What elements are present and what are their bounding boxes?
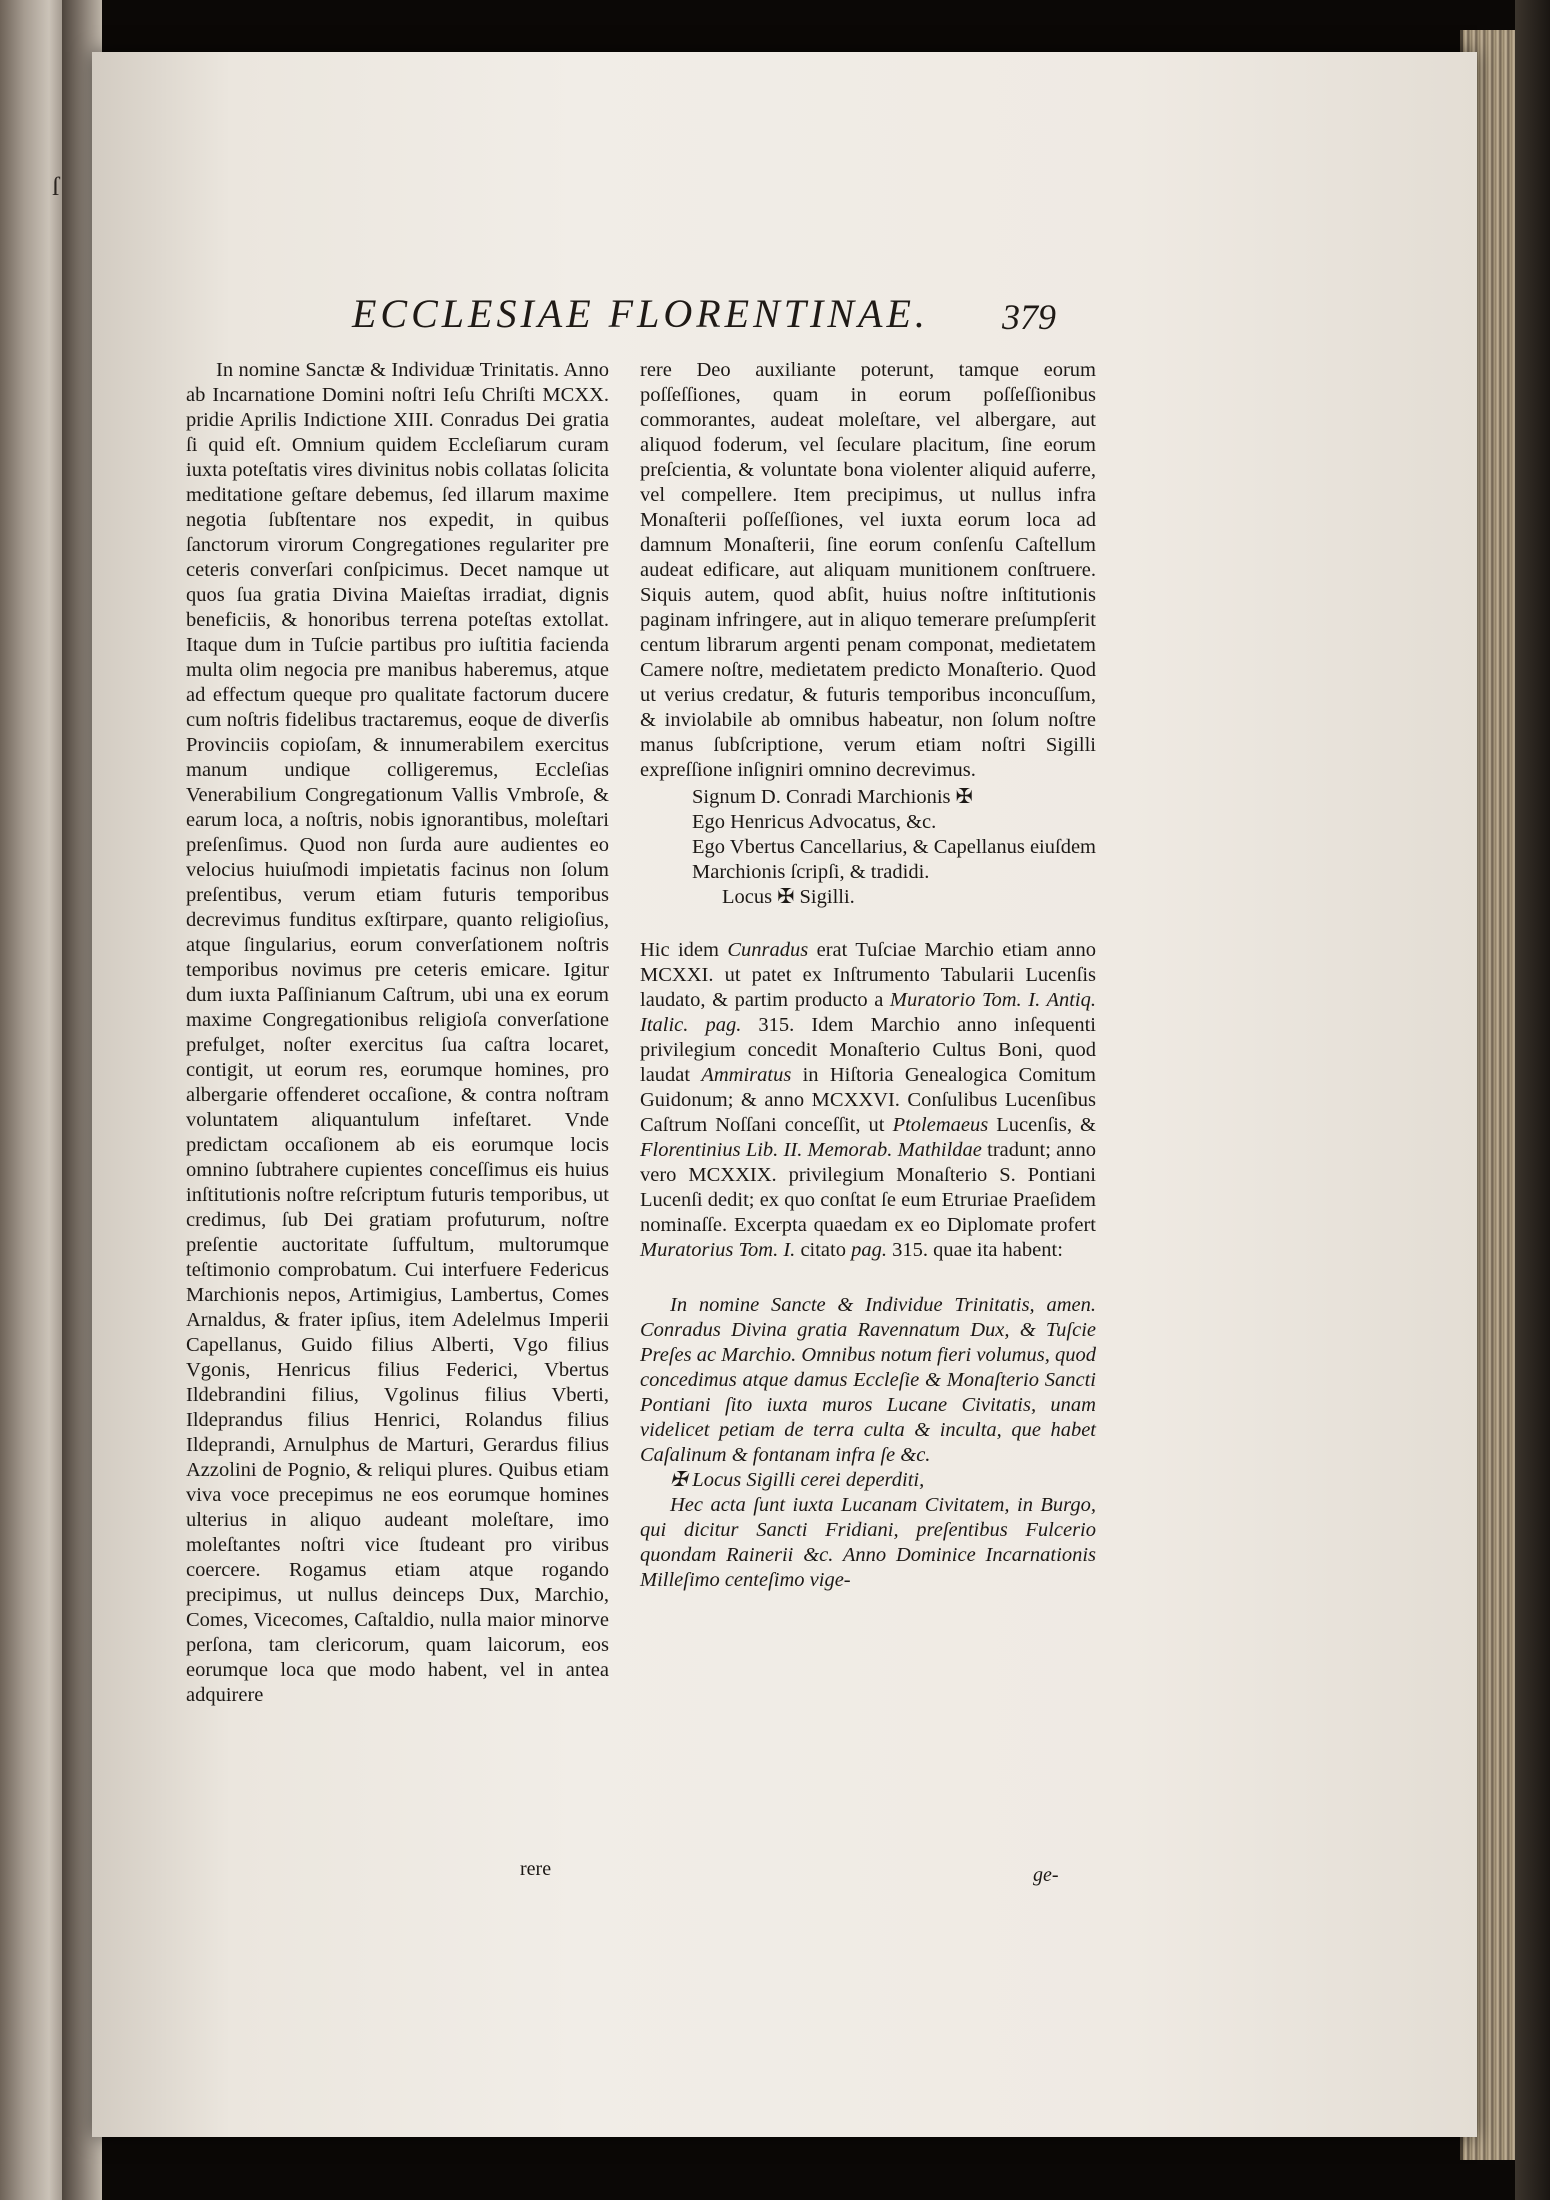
left-column [186,358,609,1708]
quoted-charter-text: In nomine Sancte & Individue Trinitatis, amen. Conradus Divina gratia Ravennatum Dux, & Tuſcie Preſes ac Marchio. Omnibus notum fieri volumus, quod concedimus atque damus Eccleſie & Monaſterio Sancti Pontiani ſito iuxta muros Lucane Civitatis, unam videlicet petiam de terra culta & inculta, que habet Caſalinum & fontanam infra ſe &c. [640,1294,1096,1466]
facing-page-edge [0,0,70,2200]
signatures [640,785,1096,910]
charter-text: In nomine Sanctæ & Individuæ Trinitatis. Anno ab Incarnatione Domini noſtri Ieſu Chriſti MCXX. pridie Aprilis Indictione XIII. Conradus Dei gratia ſi quid eſt. Omnium quidem Eccleſiarum curam iuxta poteſtatis vires divinitus nobis collatas ſolicita meditatione geſtare debemus, ſed illarum maxime negotia ſubſtentare nos expedit, in quibus ſanctorum virorum Congregationes regulariter pre ceteris converſari conſpicimus. Decet namque ut quos ſua gratia Divina Maieſtas irradiat, dignis beneficiis, & honoribus terrena poteſtas extollat. Itaque dum in Tuſcie partibus pro iuſtitia facienda multa olim negocia pre manibus haberemus, atque ad effectum queque pro qualitate factorum ducere cum noſtris fidelibus tractaremus, eoque de diverſis Provinciis copioſam, & innumerabilem exercitus manum undique colligeremus, Eccleſias Venerabilium Congregationum Vallis Vmbroſe, & earum loca, a noſtris, nobis ignorantibus, moleſtari preſenſimus. Quod non ſurda aure audientes eo velocius huiuſmodi impietatis facinus non ſolum preſentibus, verum etiam futuris temporibus decrevimus funditus exſtirpare, quanto religioſius, atque ſingularius, eorum converſationem noſtris temporibus novimus pre ceteris emicare. Igitur dum iuxta Paſſinianum Caſtrum, ubi una ex eorum maxime Congregationibus religioſa converſatione prefulget, noſter exercitus ſua caſtra locaret, contigit, ut eorum res, eorumque homines, pro albergarie offenderet occaſione, & contra noſtram voluntatem aliquantulum infeſtaret. Vnde predictam occaſionem ab eis eorumque locis omnino ſubtrahere cupientes conceſſimus eis huius inſtitutionis noſtre reſcriptum futuris temporibus, ut credimus, ſub Dei gratiam profuturum, noſtre preſentie auctoritate ſuffultum, multorumque teſtimonio comprobatum. Cui interfuere Federicus Marchionis nepos, Artimigius, Lambertus, Comes Arnaldus, & frater ipſius, item Adelelmus Imperii Capellanus, Guido filius Alberti, Vgo filius Vgonis, Henricus filius Federici, Vbertus Ildebrandini filius, Vgolinus filius Vberti, Ildeprandus filius Henrici, Rolandus filius Ildeprandi, Arnulphus de Marturi, Gerardus filius Azzolini de Pognio, & reliqui plures. Quibus etiam viva voce precepimus ne eos eorumque homines ulterius in aliquo audeant moleſtare, imo moleſtantes noſtri vice ſtudeant pro viribus coercere. Rogamus etiam atque rogando precipimus, ut nullus deinceps Dux, Marchio, Comes, Vicecomes, Caſtaldio, nulla maior minorve perſona, tam clericorum, quam laicorum, eos eorumque loca que modo habent, vel in antea adquirere [186,359,609,1706]
margin-mark: ſ [52,172,60,201]
commentary [640,938,1096,1263]
page-number: 379 [1002,297,1056,337]
binding-cover [1515,0,1550,2200]
seal-place: Locus ✠ Sigilli. [722,886,855,908]
commentary-paragraph: Hic idem Cunradus erat Tuſciae Marchio etiam anno MCXXI. ut patet ex Inſtrumento Tabularii Lucenſis laudato, & partim producto a Muratorio Tom. I. Antiq. Italic. pag. 315. Idem Marchio anno inſequenti privilegium concedit Monaſterio Cultus Boni, quod laudat Ammiratus in Hiſtoria Genealogica Comitum Guidonum; & anno MCXXVI. Conſulibus Lucenſibus Caſtrum Noſſani conceſſit, ut Ptolemaeus Lucenſis, & Florentinius Lib. II. Memorab. Mathildae tradunt; anno vero MCXXIX. privilegium Monaſterio S. Pontiani Lucenſi dedit; ex quo conſtat ſe eum Etruriae Praeſidem nominaſſe. Excerpta quaedam ex eo Diplomate profert Muratorius Tom. I. citato pag. 315. quae ita habent: [640,939,1097,1261]
catchword-right: ge- [1033,1864,1059,1886]
catchword-left: rere [520,1858,552,1880]
quoted-charter-dating: Hec acta ſunt iuxta Lucanam Civitatem, in Burgo, qui dicitur Sancti Fridiani, preſentibus Fulcerio quondam Rainerii &c. Anno Dominice Incarnationis Milleſimo centeſimo vige- [640,1494,1096,1591]
running-title: ECCLESIAE FLORENTINAE. [352,291,929,336]
signature-line: Signum D. Conradi Marchionis ✠ [692,786,973,808]
charter-continuation: rere Deo auxiliante poterunt, tamque eorum poſſeſſiones, quam in eorum poſſeſſionibus commorantes, audeat moleſtare, vel albergare, aut aliquod foderum, vel ſeculare placitum, ſine eorum preſcientia, & voluntate bona violenter aliquid auferre, vel compellere. Item precipimus, ut nullus infra Monaſterii poſſeſſiones, vel iuxta eorum loca ad damnum Monaſterii, ſine eorum conſenſu Caſtellum audeat edificare, aut aliquam munitionem conſtruere. Siquis autem, quod abſit, huius noſtre inſtitutionis paginam infringere, aut in aliquo temerare preſumpſerit centum librarum argenti penam componat, medietatem Camere noſtre, medietatem predicto Monaſterio. Quod ut verius credatur, & futuris temporibus inconcuſſum, & inviolabile ab omnibus habeatur, non ſolum noſtre manus ſubſcriptione, verum etiam noſtri Sigilli expreſſione inſigniri omnino decrevimus. [640,359,1096,781]
signature-line: Ego Vbertus Cancellarius, & Capellanus eiuſdem Marchionis ſcripſi, & tradidi. [692,836,1096,883]
quoted-charter [640,1293,1096,1593]
signature-line: Ego Henricus Advocatus, &c. [692,811,937,833]
right-column [640,358,1096,1593]
quoted-seal-line: ✠ Locus Sigilli cerei deperditi, [670,1469,925,1491]
running-head [352,290,1102,350]
